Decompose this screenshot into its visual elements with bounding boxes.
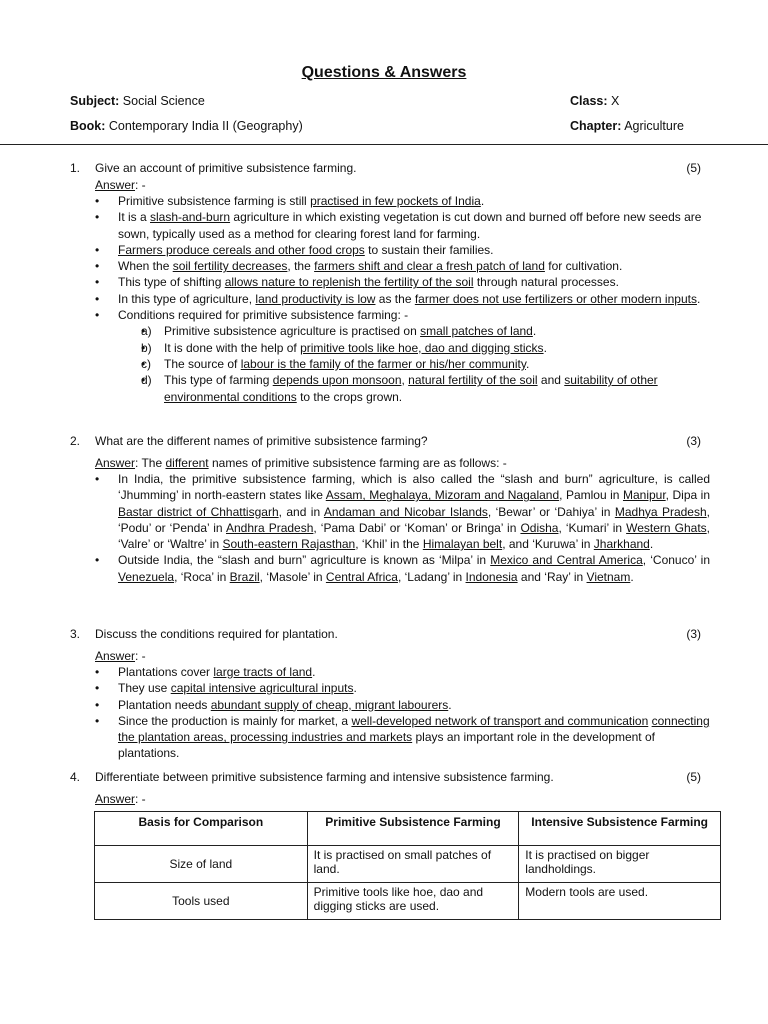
condition-item: • b) It is done with the help of primitive tools like hoe, dao and digging sticks.: [141, 340, 710, 356]
answer-point: • In India, the primitive subsistence farming, which is also called the “slash and burn” agriculture, is called ‘Jhumming’ in north-eastern states like Assam, Meghalaya, Mizoram and Nagaland, Pamlou in Manipur, Dipa in Bastar district of Chhattisgarh, and in Andaman and Nicobar Islands, ‘Bewar’ or ‘Dahiya’ in Madhya Pradesh, ‘Podu’ or ‘Penda’ in Andhra Pradesh, ‘Pama Dabi’ or ‘Koman’ or Bringa’ in Odisha, ‘Kumari’ in Western Ghats, ‘Valre’ or ‘Waltre’ in South-eastern Rajasthan, ‘Khil’ in the Himalayan belt, and ‘Kuruwa’ in Jharkhand.: [95, 471, 710, 552]
table-cell: Modern tools are used.: [519, 883, 721, 920]
table-cell: Tools used: [95, 883, 308, 920]
question-marks: (5): [686, 161, 701, 175]
question-4: [70, 769, 710, 807]
subject-value: Social Science: [122, 94, 205, 108]
class-label: Class:: [570, 94, 608, 108]
question-3: [70, 626, 710, 762]
table-cell: Size of land: [95, 846, 308, 883]
answer-heading: Answer: -: [95, 178, 146, 192]
chapter-line: [570, 119, 684, 133]
chapter-label: Chapter:: [570, 119, 622, 133]
question-text: What are the different names of primitive subsistence farming?: [95, 434, 428, 448]
answer-label: Answer: [95, 792, 136, 806]
answer-heading: Answer: The different names of primitive subsistence farming are as follows: -: [95, 456, 507, 470]
condition-item: • a) Primitive subsistence agriculture is practised on small patches of land.: [141, 323, 710, 339]
question-marks: (3): [686, 627, 701, 641]
comparison-table: [94, 811, 721, 920]
answer-point: • Plantation needs abundant supply of cheap, migrant labourers.: [95, 697, 710, 713]
answer-block: [95, 791, 710, 807]
table-row: [95, 846, 721, 883]
question-marks: (5): [686, 770, 701, 784]
table-cell: Primitive tools like hoe, dao and digging sticks are used.: [307, 883, 519, 920]
table-header-row: [95, 812, 721, 846]
book-label: Book:: [70, 119, 106, 133]
answer-point: • In this type of agriculture, land productivity is low as the farmer does not use fertilizers or other modern inputs.: [95, 291, 710, 307]
answer-label: Answer: [95, 456, 136, 470]
question-1: [70, 160, 710, 405]
table-header: Primitive Subsistence Farming: [307, 812, 519, 846]
answer-block: [95, 455, 710, 585]
answer-label: Answer: [95, 178, 136, 192]
answer-point: • Farmers produce cereals and other food crops to sustain their families.: [95, 242, 710, 258]
answer-point: • Conditions required for primitive subsistence farming: - • a) Primitive subsistence agriculture is practised on small patches of land. • b) It is done with the help of primitive tools like hoe, dao and digging sticks. • c) The source of labour is the family of the farmer or his/her community. • d) This type of farming depends upon monsoon, natural fertility of the soil and suitability of other environmental conditions to the crops grown.: [95, 307, 710, 405]
subject-label: Subject:: [70, 94, 120, 108]
answer-point: • Since the production is mainly for market, a well-developed network of transport and communication connecting the plantation areas, processing industries and markets plays an important role in the development of plantations.: [95, 713, 710, 762]
class-value: X: [611, 94, 620, 108]
answer-point: • It is a slash-and-burn agriculture in which existing vegetation is cut down and burned off before new seeds are sown, typically used as a method for clearing forest land for farming.: [95, 209, 710, 242]
condition-item: • c) The source of labour is the family of the farmer or his/her community.: [141, 356, 710, 372]
table-row: [95, 883, 721, 920]
answer-heading: Answer: -: [95, 792, 146, 806]
answer-heading: Answer: -: [95, 649, 146, 663]
table-cell: It is practised on bigger landholdings.: [519, 846, 721, 883]
answer-point: • This type of shifting allows nature to replenish the fertility of the soil through natural processes.: [95, 274, 710, 290]
book-value: Contemporary India II (Geography): [108, 119, 303, 133]
table-cell: It is practised on small patches of land.: [307, 846, 519, 883]
answer-point: • Primitive subsistence farming is still practised in few pockets of India.: [95, 193, 710, 209]
question-number: 3.: [70, 627, 81, 641]
question-number: 1.: [70, 161, 81, 175]
table-header: Basis for Comparison: [95, 812, 308, 846]
condition-item: • d) This type of farming depends upon monsoon, natural fertility of the soil and suitability of other environmental conditions to the crops grown.: [141, 372, 710, 405]
question-text: Give an account of primitive subsistence farming.: [95, 161, 357, 175]
question-2: [70, 433, 710, 585]
question-number: 2.: [70, 434, 81, 448]
answer-point: • They use capital intensive agricultural inputs.: [95, 680, 710, 696]
header-divider: [0, 144, 768, 145]
question-marks: (3): [686, 434, 701, 448]
book-line: [70, 119, 303, 133]
answer-block: [95, 177, 710, 405]
answer-point: • Outside India, the “slash and burn” agriculture is known as ‘Milpa’ in Mexico and Central America, ‘Conuco’ in Venezuela, ‘Roca’ in Brazil, ‘Masole’ in Central Africa, ‘Ladang’ in Indonesia and ‘Ray’ in Vietnam.: [95, 552, 710, 585]
answer-point: • When the soil fertility decreases, the farmers shift and clear a fresh patch of land for cultivation.: [95, 258, 710, 274]
question-number: 4.: [70, 770, 81, 784]
answer-block: [95, 648, 710, 762]
table-header: Intensive Subsistence Farming: [519, 812, 721, 846]
answer-point: • Plantations cover large tracts of land.: [95, 664, 710, 680]
page-title: Questions & Answers: [301, 64, 467, 81]
chapter-value: Agriculture: [624, 119, 684, 133]
question-text: Differentiate between primitive subsistence farming and intensive subsistence farming.: [95, 770, 554, 784]
question-text: Discuss the conditions required for plantation.: [95, 627, 338, 641]
answer-label: Answer: [95, 649, 136, 663]
class-line: [570, 94, 619, 108]
subject-line: [70, 94, 205, 108]
